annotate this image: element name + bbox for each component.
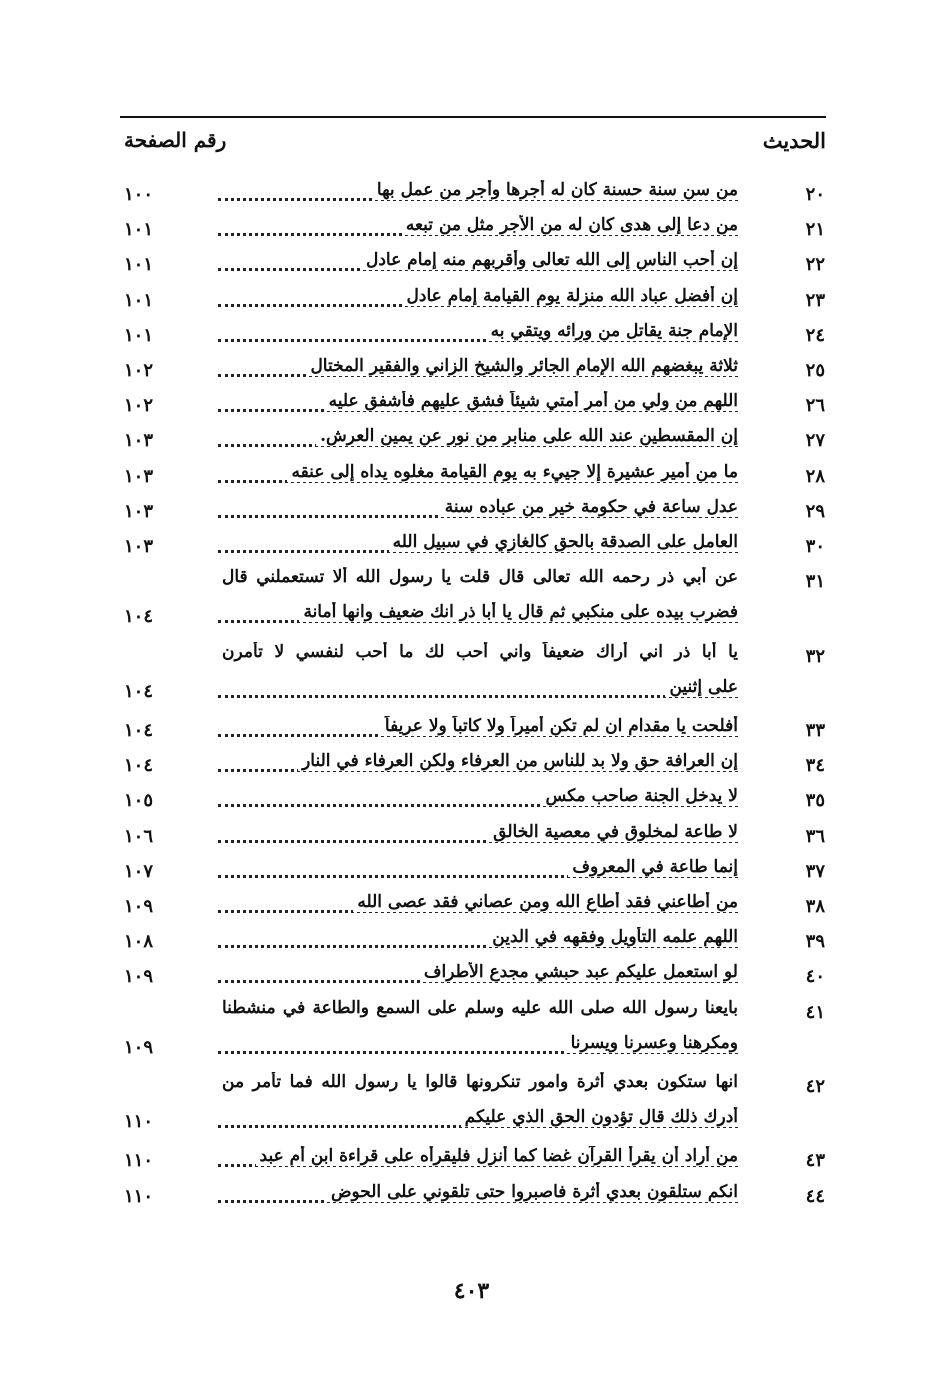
hadith-number: ٢١ [805,219,825,241]
hadith-text: إنما طاعة في المعروف [568,857,738,877]
hadith-text-line [218,998,738,1028]
hadith-number: ٢٠ [805,184,825,205]
hadith-text-line [218,356,738,386]
hadith-text: أفلحت يا مقدام ان لم تكن أميراً ولا كاتباً ولا عريفاً [381,716,738,736]
hadith-number: ٣٠ [805,536,825,557]
hadith-number: ٤٣ [805,1150,825,1172]
hadith-number: ٢٤ [805,324,825,346]
hadith-number: ٤٤ [805,1185,825,1207]
hadith-text: أدرك ذلك قال تؤدون الحق الذي عليكم [461,1107,738,1127]
hadith-text: إن المقسطين عند الله على منابر من نور عن يمين العرش. [316,426,738,446]
hadith-text: بايعنا رسول الله صلى الله عليه وسلم على السمع والطاعة في منشطنا [218,998,738,1018]
hadith-text: لا يدخل الجنة صاحب مكس [541,786,738,806]
page-reference: ١٠٩ [124,1036,154,1058]
hadith-number: ٢٨ [805,465,825,487]
hadith-number: ٢٧ [805,430,825,452]
hadith-number: ٣٦ [805,825,825,847]
hadith-text-line [218,567,738,597]
hadith-number: ٣٥ [805,790,825,812]
page-reference: ١٠٦ [124,825,154,847]
hadith-text-line [218,677,738,707]
page-reference: ١٠٩ [124,896,154,917]
page-reference: ١٠٤ [124,606,154,628]
hadith-text-line [218,1033,738,1063]
hadith-number: ٢٥ [805,360,825,381]
hadith-number: ٢٢ [805,254,825,276]
hadith-text-line [218,1107,738,1137]
page-reference: ١٠٨ [124,931,154,953]
hadith-text: ومكرهنا وعسرنا ويسرنا [567,1033,738,1053]
page-reference: ١٠١ [124,219,154,241]
page-column-header: رقم الصفحة [124,128,227,152]
hadith-text-line [218,857,738,887]
hadith-text-line [218,215,738,245]
hadith-text: لو استعمل عليكم عبد حبشي مجدع الأطراف [420,962,738,982]
page-reference: ١٠٣ [124,500,154,522]
hadith-text-line [218,532,738,562]
hadith-text-line [218,892,738,922]
page-reference: ١٠١ [124,289,154,311]
hadith-text-line [218,180,738,210]
page-reference: ١٠٣ [124,536,154,557]
page-reference: ١٠١ [124,324,154,346]
hadith-number: ٣٣ [805,720,825,741]
page-number: ٤٠٣ [453,1278,490,1304]
hadith-text: عدل ساعة في حكومة خير من عباده سنة [441,497,738,517]
hadith-text: الإمام جنة يقاتل من ورائه ويتقي به [487,321,738,341]
hadith-number: ٢٩ [805,500,825,522]
hadith-text-line [218,462,738,492]
page-reference: ١٠٢ [124,360,154,381]
hadith-text-line [218,927,738,957]
page-reference: ١٠٢ [124,395,154,417]
hadith-text: ما من أمير عشيرة إلا جييء به يوم القيامة مغلوه يداه إلى عنقه [287,462,738,482]
hadith-number: ٤١ [805,1001,825,1023]
page-reference: ١٠٩ [124,966,154,988]
hadith-text-line [218,321,738,351]
hadith-text-line [218,391,738,421]
hadith-text-line [218,602,738,632]
hadith-text: من سن سنة حسنة كان له أجرها وأجر من عمل بها [373,180,738,200]
hadith-text: إن أفضل عباد الله منزلة يوم القيامة إمام عادل [403,286,738,306]
hadith-number: ٣٧ [805,860,825,882]
hadith-text-line [218,426,738,456]
hadith-number: ٢٦ [805,395,825,417]
page-reference: ١١٠ [124,1111,154,1133]
hadith-text-line [218,497,738,527]
hadith-text-line [218,250,738,280]
hadith-text-line [218,786,738,816]
hadith-text: العامل على الصدقة بالحق كالغازي في سبيل الله [389,532,738,552]
hadith-text-line [218,286,738,316]
page-reference: ١٠٥ [124,790,154,812]
hadith-text-line [218,822,738,852]
hadith-number: ٣٨ [805,896,825,917]
hadith-text-line [218,716,738,746]
hadith-text: لا طاعة لمخلوق في معصية الخالق [489,822,738,842]
hadith-text: ثلاثة يبغضهم الله الإمام الجائر والشيخ الزاني والفقير المختال [306,356,738,376]
hadith-text-line [218,642,738,672]
hadith-text-line [218,751,738,781]
hadith-text-line [218,1072,738,1102]
hadith-text: انكم ستلقون بعدي أثرة فاصبروا حتى تلقوني على الحوض [327,1182,738,1202]
page-reference: ١٠٣ [124,465,154,487]
hadith-text: من أراد أن يقرأ القرآن غضا كما أنزل فليقرأه على قراءة ابن أم عبد [256,1146,738,1166]
hadith-number: ٣٤ [805,755,825,777]
page-reference: ١٠٤ [124,720,154,741]
page-reference: ١٠٤ [124,755,154,777]
hadith-text: من أطاعني فقد أطاع الله ومن عصاني فقد عصى الله [353,892,738,912]
hadith-text: عن أبي ذر رحمه الله تعالى قال قلت يا رسول الله ألا تستعملني قال [218,567,738,587]
hadith-text-line [218,1182,738,1212]
hadith-text: من دعا إلى هدى كان له من الأجر مثل من تبعه [402,215,738,235]
hadith-text: اللهم علمه التأويل وفقهه في الدين [488,927,738,947]
page-reference: ١٠٠ [124,184,154,205]
hadith-text: إن أحب الناس إلى الله تعالى وأقربهم منه إمام عادل [362,250,738,270]
hadith-number: ٤٠ [805,966,825,988]
hadith-number: ٤٢ [805,1076,825,1097]
hadith-number: ٣٩ [805,931,825,953]
hadith-number: ٣٢ [805,645,825,667]
hadith-text: على إثنين [665,677,738,697]
dot-leader [218,695,738,698]
page-reference: ١٠١ [124,254,154,276]
hadith-text-line [218,1146,738,1176]
page-reference: ١٠٧ [124,860,154,882]
hadith-number: ٢٣ [805,289,825,311]
hadith-text: فضرب بيده على منكبي ثم قال يا أبا ذر انك ضعيف وانها أمانة [299,602,738,622]
hadith-text: انها ستكون بعدي أثرة وامور تنكرونها قالوا يا رسول الله فما تأمر من [218,1072,738,1092]
page-reference: ١٠٤ [124,680,154,702]
hadith-text: يا أبا ذر اني أراك ضعيفاً واني أحب لك ما أحب لنفسي لا تأمرن [218,642,738,662]
hadith-text: إن العرافة حق ولا بد للناس من العرفاء ولكن العرفاء في النار [298,751,738,771]
page-reference: ١١٠ [124,1185,154,1207]
hadith-column-header: الحديث [762,128,826,153]
page-reference: ١٠٣ [124,430,154,452]
hadith-text: اللهم من ولي من أمر أمتي شيئاً فشق عليهم فأشفق عليه [325,391,738,411]
hadith-number: ٣١ [805,571,825,593]
hadith-text-line [218,962,738,992]
page-reference: ١١٠ [124,1150,154,1172]
